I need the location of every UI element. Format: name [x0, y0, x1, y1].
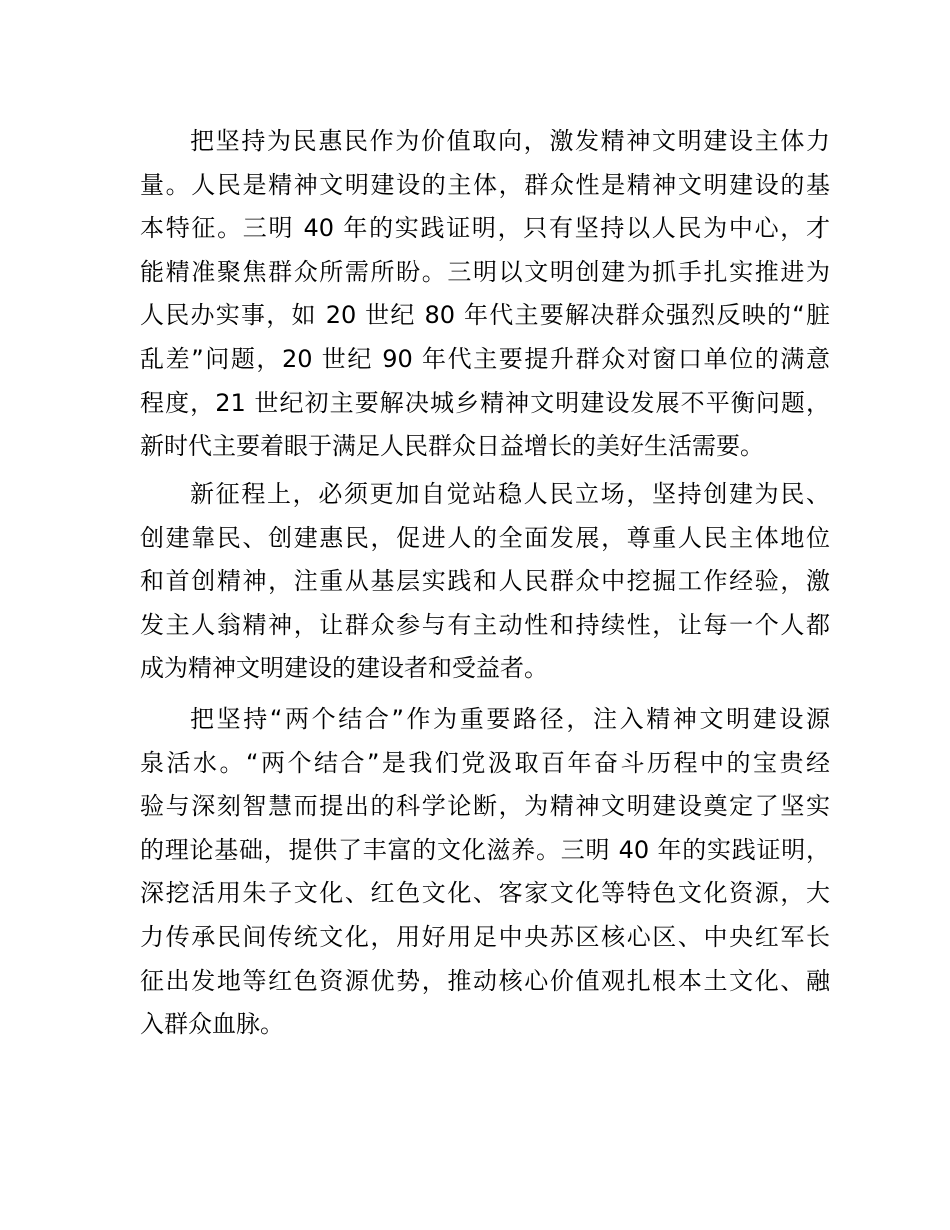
text-line: 把坚持为民惠民作为价值取向，激发精神文明建设主体力 [190, 127, 830, 155]
text-line: 量。人民是精神文明建设的主体，群众性是精神文明建设的基 [140, 170, 830, 199]
text-line: 的理论基础，提供了丰富的文化滋养。三明 40 年的实践证明， [140, 835, 830, 864]
text-line: 程度，21 世纪初主要解决城乡精神文明建设发展不平衡问题， [140, 388, 830, 417]
text-line: 泉活水。“两个结合”是我们党汲取百年奋斗历程中的宝贵经 [140, 748, 830, 777]
text-line: 创建靠民、创建惠民，促进人的全面发展，尊重人民主体地位 [140, 523, 830, 552]
paragraph-3 [140, 698, 830, 1047]
text-line: 入群众血脉。 [140, 1010, 284, 1039]
text-line: 深挖活用朱子文化、红色文化、客家文化等特色文化资源，大 [140, 879, 830, 908]
text-line: 新时代主要着眼于满足人民群众日益增长的美好生活需要。 [140, 432, 764, 461]
text-line: 成为精神文明建设的建设者和受益者。 [140, 654, 548, 683]
text-line: 人民办实事，如 20 世纪 80 年代主要解决群众强烈反映的“脏 [140, 301, 830, 330]
paragraph-2 [140, 473, 830, 691]
text-line: 征出发地等红色资源优势，推动核心价值观扎根本土文化、融 [140, 966, 830, 995]
text-line: 发主人翁精神，让群众参与有主动性和持续性，让每一个人都 [140, 610, 830, 639]
text-line: 把坚持“两个结合”作为重要路径，注入精神文明建设源 [190, 705, 830, 733]
text-line: 和首创精神，注重从基层实践和人民群众中挖掘工作经验，激 [140, 567, 830, 596]
text-line: 能精准聚焦群众所需所盼。三明以文明创建为抓手扎实推进为 [140, 257, 830, 286]
paragraph-1 [140, 120, 830, 469]
text-line: 本特征。三明 40 年的实践证明，只有坚持以人民为中心，才 [140, 214, 830, 243]
text-line: 乱差”问题，20 世纪 90 年代主要提升群众对窗口单位的满意 [140, 344, 830, 373]
text-line: 力传承民间传统文化，用好用足中央苏区核心区、中央红军长 [140, 922, 830, 951]
text-line: 验与深刻智慧而提出的科学论断，为精神文明建设奠定了坚实 [140, 792, 830, 821]
text-line: 新征程上，必须更加自觉站稳人民立场，坚持创建为民、 [190, 480, 830, 508]
